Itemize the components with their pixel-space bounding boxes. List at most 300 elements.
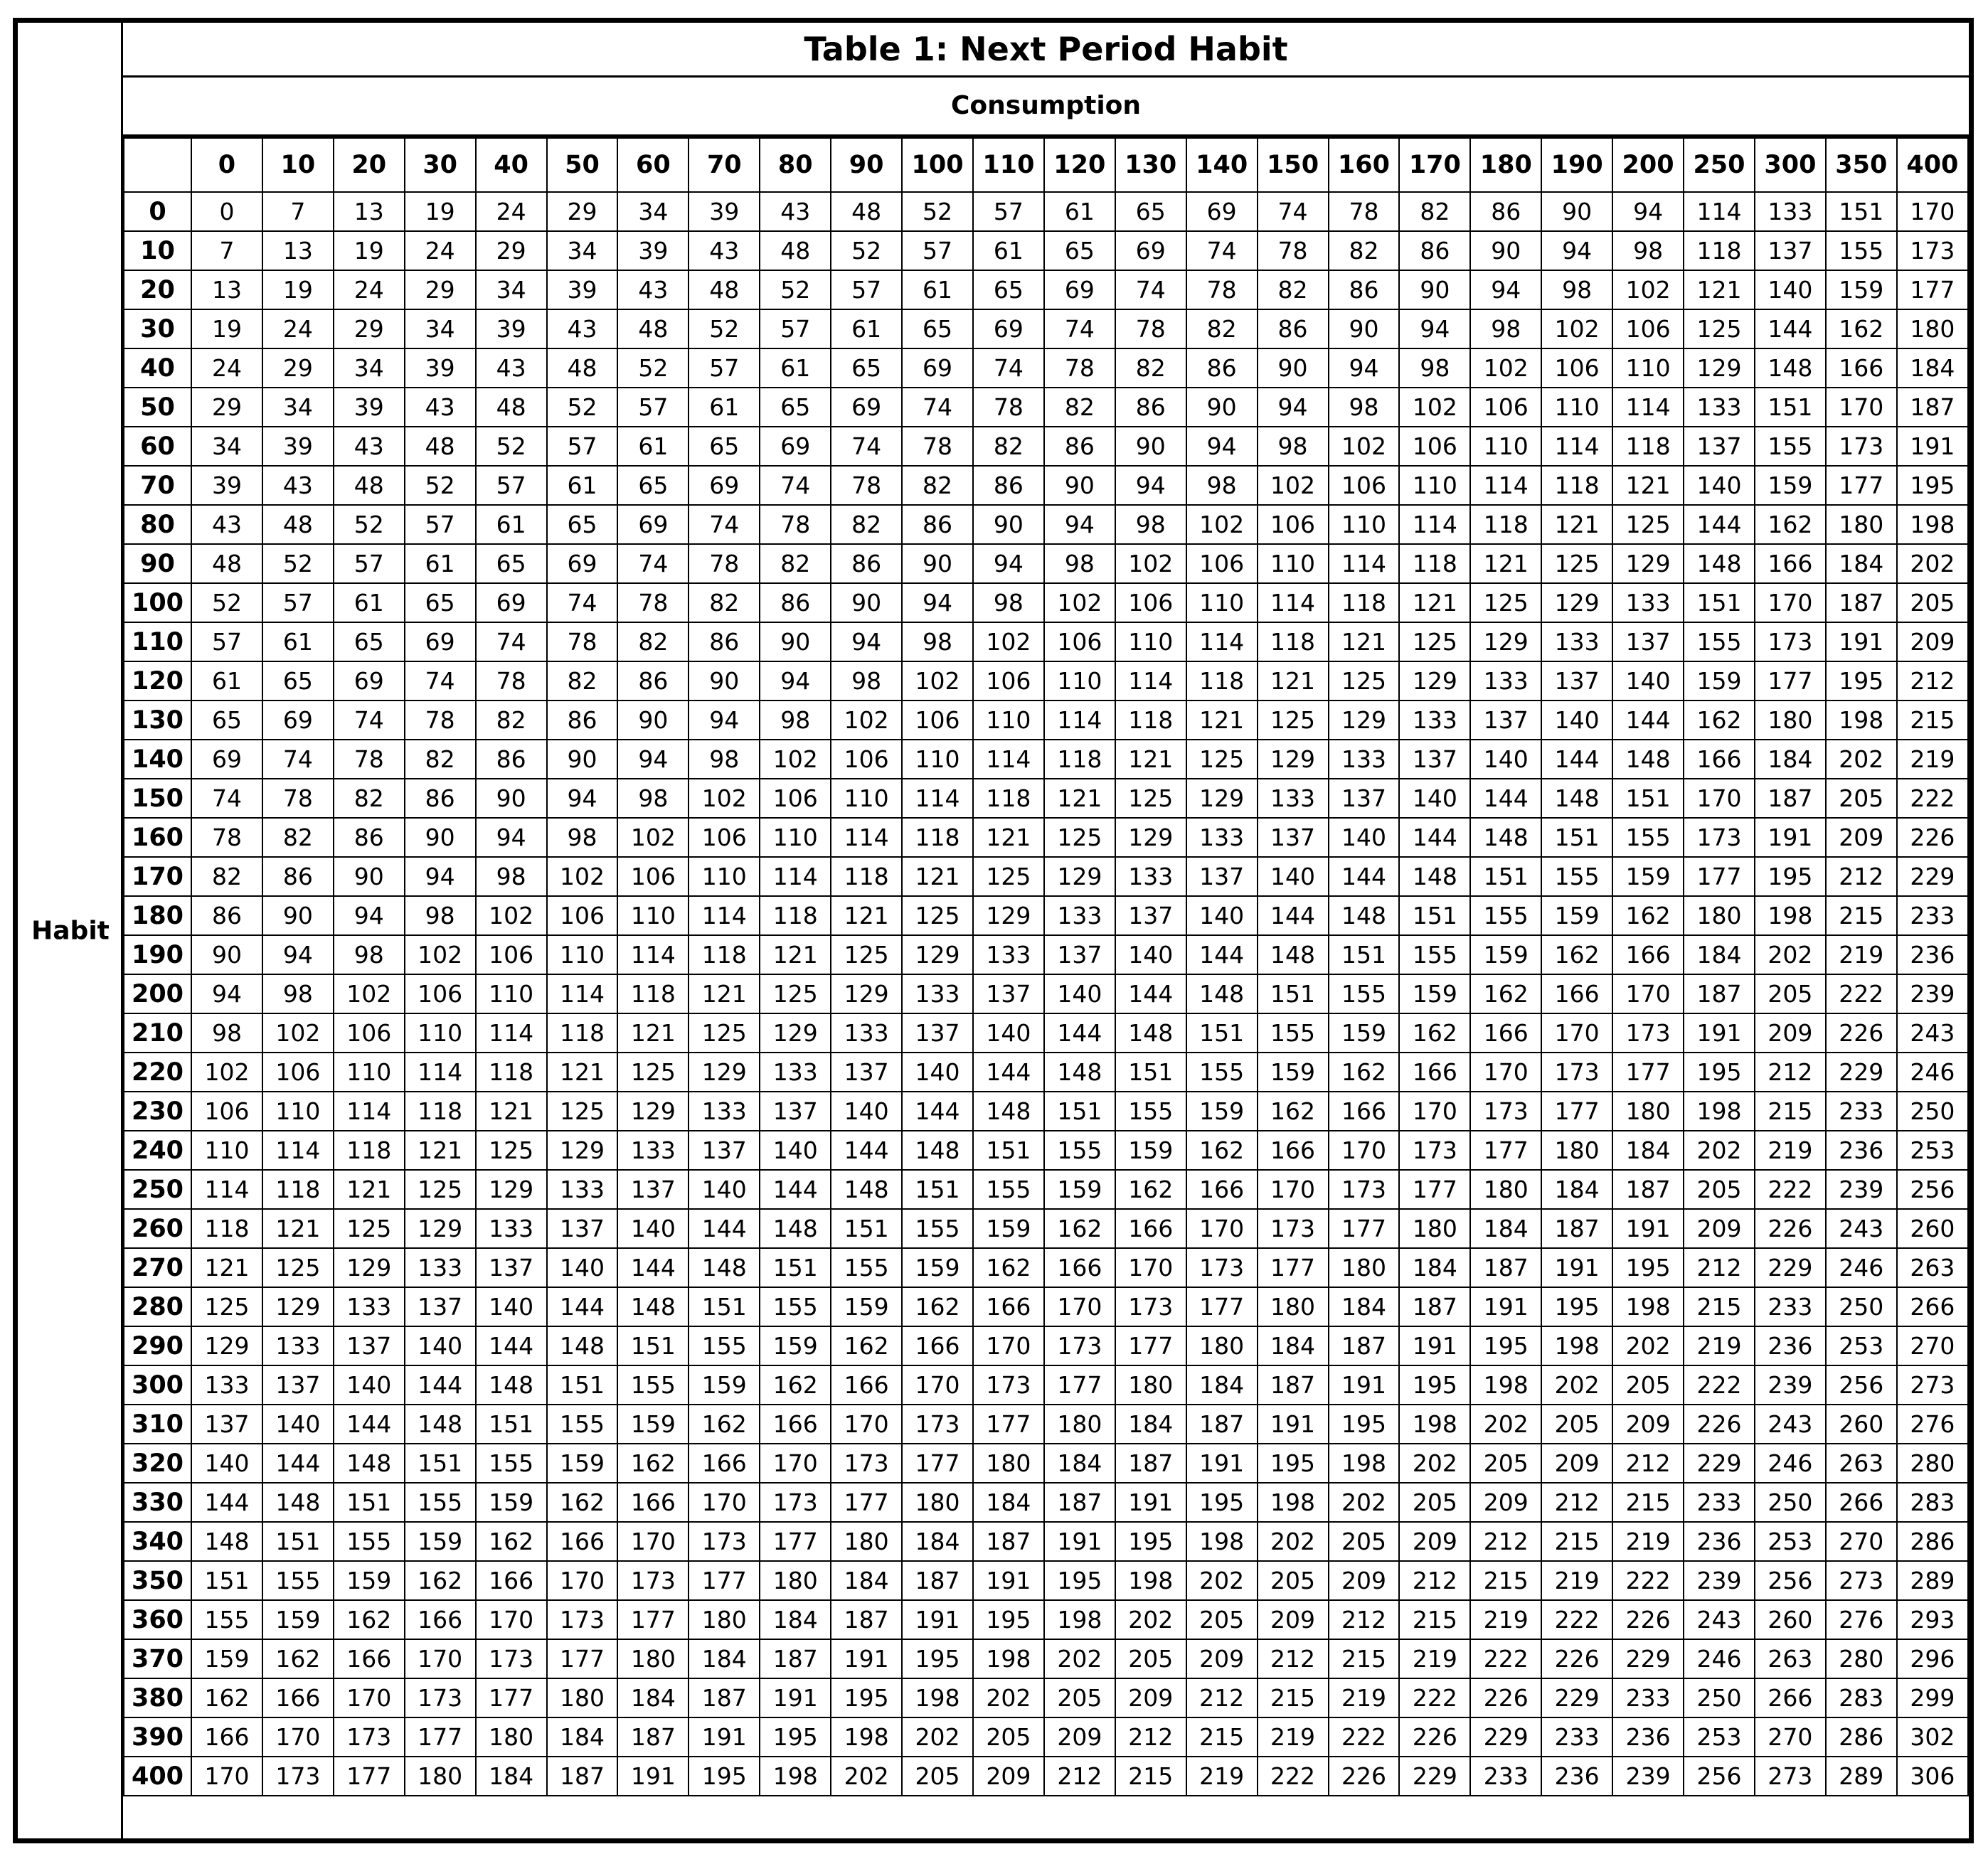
table-cell: 209 [1684, 1209, 1755, 1248]
table-cell: 57 [476, 466, 547, 505]
table-cell: 270 [1826, 1522, 1897, 1561]
habit-row-header: 270 [124, 1248, 191, 1287]
table-cell: 86 [476, 740, 547, 779]
table-cell: 151 [1044, 1092, 1115, 1131]
table-row [124, 270, 1968, 309]
table-cell: 133 [1755, 192, 1826, 231]
table-cell: 133 [1541, 622, 1612, 661]
table-cell: 129 [1044, 857, 1115, 896]
table-cell: 159 [902, 1248, 973, 1287]
table-cell: 121 [1612, 466, 1684, 505]
table-cell: 177 [1115, 1326, 1186, 1365]
table-cell: 159 [547, 1444, 618, 1483]
table-row [124, 388, 1968, 427]
table-cell: 78 [547, 622, 618, 661]
table-cell: 133 [1612, 583, 1684, 622]
table-cell: 48 [476, 388, 547, 427]
table-cell: 198 [902, 1678, 973, 1717]
table-cell: 78 [1186, 270, 1258, 309]
table-cell: 195 [1755, 857, 1826, 896]
table-cell: 159 [1399, 974, 1470, 1013]
table-cell: 180 [1470, 1170, 1541, 1209]
table-cell: 159 [831, 1287, 902, 1326]
table-cell: 57 [405, 505, 476, 544]
table-cell: 118 [405, 1092, 476, 1131]
table-cell: 162 [191, 1678, 262, 1717]
table-cell: 187 [1399, 1287, 1470, 1326]
table-cell: 306 [1897, 1757, 1968, 1796]
table-cell: 137 [973, 974, 1044, 1013]
table-cell: 155 [1115, 1092, 1186, 1131]
table-cell: 195 [1115, 1522, 1186, 1561]
table-cell: 166 [262, 1678, 334, 1717]
table-row [124, 1013, 1968, 1053]
table-cell: 98 [689, 740, 760, 779]
table-cell: 170 [1755, 583, 1826, 622]
table-row [124, 935, 1968, 974]
table-cell: 19 [334, 231, 405, 270]
table-cell: 222 [1897, 779, 1968, 818]
table-cell: 125 [1044, 818, 1115, 857]
table-cell: 98 [902, 622, 973, 661]
consumption-header-cell: 20 [334, 138, 405, 192]
table-cell: 137 [547, 1209, 618, 1248]
table-cell: 78 [476, 661, 547, 701]
table-cell: 246 [1897, 1053, 1968, 1092]
table-cell: 219 [1399, 1639, 1470, 1678]
table-cell: 209 [1329, 1561, 1400, 1600]
table-cell: 191 [689, 1717, 760, 1757]
table-cell: 229 [1541, 1678, 1612, 1717]
table-cell: 98 [1044, 544, 1115, 583]
habit-row-header: 140 [124, 740, 191, 779]
habit-row-header: 70 [124, 466, 191, 505]
table-cell: 191 [1897, 427, 1968, 466]
table-cell: 148 [1755, 348, 1826, 388]
table-cell: 74 [1258, 192, 1329, 231]
table-cell: 222 [1755, 1170, 1826, 1209]
habit-row-header: 280 [124, 1287, 191, 1326]
table-cell: 184 [476, 1757, 547, 1796]
table-cell: 166 [334, 1639, 405, 1678]
table-cell: 226 [1897, 818, 1968, 857]
table-cell: 7 [191, 231, 262, 270]
habit-row-header: 60 [124, 427, 191, 466]
table-cell: 159 [760, 1326, 831, 1365]
table-cell: 114 [334, 1092, 405, 1131]
table-cell: 155 [1684, 622, 1755, 661]
table-cell: 74 [191, 779, 262, 818]
table-cell: 137 [1399, 740, 1470, 779]
table-cell: 129 [191, 1326, 262, 1365]
table-cell: 177 [831, 1483, 902, 1522]
table-cell: 125 [1258, 701, 1329, 740]
table-cell: 233 [1755, 1287, 1826, 1326]
table-cell: 90 [1329, 309, 1400, 348]
table-cell: 137 [1258, 818, 1329, 857]
table-cell: 219 [1258, 1717, 1329, 1757]
table-cell: 148 [1470, 818, 1541, 857]
table-cell: 118 [191, 1209, 262, 1248]
table-cell: 118 [1329, 583, 1400, 622]
table-cell: 129 [689, 1053, 760, 1092]
table-cell: 125 [405, 1170, 476, 1209]
table-cell: 65 [689, 427, 760, 466]
table-title: Table 1: Next Period Habit [123, 23, 1969, 78]
table-cell: 90 [1258, 348, 1329, 388]
table-cell: 180 [973, 1444, 1044, 1483]
table-cell: 74 [334, 701, 405, 740]
table-cell: 137 [831, 1053, 902, 1092]
consumption-header-cell: 250 [1684, 138, 1755, 192]
table-cell: 205 [1897, 583, 1968, 622]
table-cell: 118 [1684, 231, 1755, 270]
table-cell: 78 [617, 583, 689, 622]
table-cell: 148 [1186, 974, 1258, 1013]
table-cell: 48 [405, 427, 476, 466]
table-cell: 151 [334, 1483, 405, 1522]
table-row [124, 427, 1968, 466]
table-cell: 148 [334, 1444, 405, 1483]
table-cell: 148 [973, 1092, 1044, 1131]
table-cell: 94 [476, 818, 547, 857]
table-cell: 202 [831, 1757, 902, 1796]
table-cell: 166 [1115, 1209, 1186, 1248]
table-cell: 69 [405, 622, 476, 661]
table-cell: 233 [1826, 1092, 1897, 1131]
table-cell: 125 [1684, 309, 1755, 348]
table-cell: 256 [1897, 1170, 1968, 1209]
table-cell: 205 [1258, 1561, 1329, 1600]
table-cell: 86 [1399, 231, 1470, 270]
table-cell: 151 [973, 1131, 1044, 1170]
table-cell: 162 [334, 1600, 405, 1639]
table-cell: 195 [1399, 1365, 1470, 1405]
table-cell: 219 [1755, 1131, 1826, 1170]
table-cell: 256 [1684, 1757, 1755, 1796]
table-row [124, 544, 1968, 583]
table-cell: 151 [1470, 857, 1541, 896]
table-cell: 39 [689, 192, 760, 231]
table-cell: 106 [1612, 309, 1684, 348]
table-cell: 82 [262, 818, 334, 857]
table-cell: 180 [547, 1678, 618, 1717]
table-cell: 209 [1612, 1405, 1684, 1444]
table-cell: 140 [831, 1092, 902, 1131]
table-cell: 144 [1755, 309, 1826, 348]
table-cell: 162 [476, 1522, 547, 1561]
table-cell: 121 [902, 857, 973, 896]
table-cell: 233 [1897, 896, 1968, 935]
table-cell: 191 [1115, 1483, 1186, 1522]
table-cell: 121 [831, 896, 902, 935]
table-cell: 133 [973, 935, 1044, 974]
table-cell: 82 [547, 661, 618, 701]
table-cell: 110 [1470, 427, 1541, 466]
table-cell: 86 [1044, 427, 1115, 466]
table-cell: 137 [902, 1013, 973, 1053]
table-cell: 78 [191, 818, 262, 857]
table-cell: 34 [617, 192, 689, 231]
table-cell: 29 [262, 348, 334, 388]
table-cell: 94 [262, 935, 334, 974]
table-cell: 133 [476, 1209, 547, 1248]
table-cell: 86 [1186, 348, 1258, 388]
table-cell: 114 [1329, 544, 1400, 583]
table-cell: 110 [1399, 466, 1470, 505]
table-cell: 43 [334, 427, 405, 466]
table-cell: 215 [1186, 1717, 1258, 1757]
table-cell: 65 [1115, 192, 1186, 231]
table-cell: 34 [262, 388, 334, 427]
table-cell: 173 [262, 1757, 334, 1796]
table-cell: 187 [1541, 1209, 1612, 1248]
table-row [124, 740, 1968, 779]
table-cell: 195 [1329, 1405, 1400, 1444]
table-cell: 177 [1399, 1170, 1470, 1209]
table-cell: 229 [1399, 1757, 1470, 1796]
table-cell: 65 [476, 544, 547, 583]
table-cell: 202 [1186, 1561, 1258, 1600]
table-cell: 173 [1186, 1248, 1258, 1287]
table-cell: 191 [831, 1639, 902, 1678]
table-cell: 296 [1897, 1639, 1968, 1678]
table-cell: 82 [760, 544, 831, 583]
table-cell: 195 [973, 1600, 1044, 1639]
table-cell: 82 [1044, 388, 1115, 427]
table-cell: 74 [617, 544, 689, 583]
table-cell: 90 [902, 544, 973, 583]
table-cell: 110 [617, 896, 689, 935]
table-cell: 114 [1612, 388, 1684, 427]
habit-row-header: 120 [124, 661, 191, 701]
table-cell: 78 [405, 701, 476, 740]
table-cell: 276 [1897, 1405, 1968, 1444]
table-cell: 144 [617, 1248, 689, 1287]
table-cell: 180 [1612, 1092, 1684, 1131]
table-row [124, 466, 1968, 505]
table-cell: 74 [831, 427, 902, 466]
table-cell: 177 [405, 1717, 476, 1757]
table-cell: 102 [262, 1013, 334, 1053]
table-cell: 69 [262, 701, 334, 740]
table-cell: 205 [902, 1757, 973, 1796]
table-cell: 151 [191, 1561, 262, 1600]
table-cell: 69 [760, 427, 831, 466]
table-cell: 159 [617, 1405, 689, 1444]
table-cell: 202 [1897, 544, 1968, 583]
table-cell: 166 [1755, 544, 1826, 583]
table-cell: 166 [760, 1405, 831, 1444]
table-cell: 170 [262, 1717, 334, 1757]
table-cell: 170 [1684, 779, 1755, 818]
table-cell: 180 [1329, 1248, 1400, 1287]
table-cell: 184 [1541, 1170, 1612, 1209]
table-cell: 129 [831, 974, 902, 1013]
table-cell: 212 [1470, 1522, 1541, 1561]
table-cell: 114 [1399, 505, 1470, 544]
table-cell: 187 [617, 1717, 689, 1757]
table-cell: 114 [547, 974, 618, 1013]
table-cell: 137 [1612, 622, 1684, 661]
table-cell: 180 [1044, 1405, 1115, 1444]
table-cell: 209 [1755, 1013, 1826, 1053]
table-cell: 280 [1897, 1444, 1968, 1483]
table-cell: 82 [1186, 309, 1258, 348]
table-row [124, 622, 1968, 661]
table-cell: 202 [1044, 1639, 1115, 1678]
table-cell: 114 [1044, 701, 1115, 740]
table-cell: 94 [973, 544, 1044, 583]
table-cell: 166 [831, 1365, 902, 1405]
table-cell: 133 [1258, 779, 1329, 818]
table-cell: 162 [1541, 935, 1612, 974]
table-cell: 106 [1258, 505, 1329, 544]
table-cell: 57 [973, 192, 1044, 231]
table-cell: 118 [1541, 466, 1612, 505]
consumption-header-cell: 180 [1470, 138, 1541, 192]
habit-row-header: 350 [124, 1561, 191, 1600]
table-cell: 144 [1684, 505, 1755, 544]
table-cell: 137 [334, 1326, 405, 1365]
table-row [124, 1757, 1968, 1796]
table-row [124, 896, 1968, 935]
table-cell: 195 [1186, 1483, 1258, 1522]
table-cell: 43 [760, 192, 831, 231]
table-cell: 110 [1186, 583, 1258, 622]
table-cell: 222 [1541, 1600, 1612, 1639]
table-cell: 129 [617, 1092, 689, 1131]
table-cell: 195 [689, 1757, 760, 1796]
table-cell: 205 [1186, 1600, 1258, 1639]
table-cell: 162 [760, 1365, 831, 1405]
table-cell: 289 [1897, 1561, 1968, 1600]
table-cell: 24 [262, 309, 334, 348]
table-cell: 215 [1897, 701, 1968, 740]
table-cell: 191 [1044, 1522, 1115, 1561]
table-cell: 114 [902, 779, 973, 818]
table-row [124, 701, 1968, 740]
table-cell: 151 [476, 1405, 547, 1444]
table-cell: 191 [617, 1757, 689, 1796]
table-cell: 78 [1115, 309, 1186, 348]
table-cell: 125 [617, 1053, 689, 1092]
table-cell: 94 [1541, 231, 1612, 270]
table-row [124, 1131, 1968, 1170]
table-cell: 191 [760, 1678, 831, 1717]
table-cell: 144 [1399, 818, 1470, 857]
table-row [124, 1717, 1968, 1757]
table-cell: 209 [1470, 1483, 1541, 1522]
table-cell: 177 [1470, 1131, 1541, 1170]
table-cell: 94 [1258, 388, 1329, 427]
table-cell: 125 [902, 896, 973, 935]
table-cell: 222 [1684, 1365, 1755, 1405]
table-cell: 184 [1258, 1326, 1329, 1365]
habit-row-header: 400 [124, 1757, 191, 1796]
table-cell: 34 [547, 231, 618, 270]
table-cell: 173 [1399, 1131, 1470, 1170]
table-cell: 106 [191, 1092, 262, 1131]
table-cell: 155 [334, 1522, 405, 1561]
table-cell: 250 [1826, 1287, 1897, 1326]
table-cell: 69 [617, 505, 689, 544]
table-cell: 286 [1897, 1522, 1968, 1561]
table-cell: 129 [1541, 583, 1612, 622]
table-cell: 74 [1186, 231, 1258, 270]
table-cell: 133 [1329, 740, 1400, 779]
table-cell: 239 [1826, 1170, 1897, 1209]
table-cell: 114 [831, 818, 902, 857]
table-cell: 82 [1399, 192, 1470, 231]
table-cell: 39 [191, 466, 262, 505]
table-cell: 24 [405, 231, 476, 270]
table-cell: 110 [334, 1053, 405, 1092]
table-cell: 229 [1470, 1717, 1541, 1757]
table-cell: 180 [1897, 309, 1968, 348]
table-cell: 57 [334, 544, 405, 583]
table-cell: 118 [1258, 622, 1329, 661]
table-cell: 69 [334, 661, 405, 701]
table-cell: 159 [1612, 857, 1684, 896]
table-cell: 121 [262, 1209, 334, 1248]
table-cell: 133 [1470, 661, 1541, 701]
table-cell: 29 [547, 192, 618, 231]
table-cell: 125 [334, 1209, 405, 1248]
table-cell: 61 [547, 466, 618, 505]
consumption-header-cell: 50 [547, 138, 618, 192]
table-cell: 140 [262, 1405, 334, 1444]
table-cell: 133 [831, 1013, 902, 1053]
table-cell: 140 [1399, 779, 1470, 818]
table-cell: 159 [476, 1483, 547, 1522]
table-cell: 133 [405, 1248, 476, 1287]
table-cell: 159 [973, 1209, 1044, 1248]
table-cell: 39 [476, 309, 547, 348]
table-cell: 236 [1826, 1131, 1897, 1170]
table-cell: 78 [1258, 231, 1329, 270]
table-cell: 52 [617, 348, 689, 388]
table-row [124, 1170, 1968, 1209]
table-cell: 191 [1826, 622, 1897, 661]
table-cell: 140 [334, 1365, 405, 1405]
table-cell: 125 [1541, 544, 1612, 583]
table-cell: 263 [1897, 1248, 1968, 1287]
table-cell: 166 [1258, 1131, 1329, 1170]
table-cell: 144 [405, 1365, 476, 1405]
table-cell: 90 [1115, 427, 1186, 466]
table-cell: 177 [1044, 1365, 1115, 1405]
table-cell: 94 [1329, 348, 1400, 388]
table-cell: 155 [1186, 1053, 1258, 1092]
table-cell: 159 [334, 1561, 405, 1600]
table-cell: 144 [476, 1326, 547, 1365]
table-cell: 170 [1826, 388, 1897, 427]
table-cell: 177 [902, 1444, 973, 1483]
table-row [124, 1522, 1968, 1561]
table-cell: 78 [334, 740, 405, 779]
table-cell: 125 [1612, 505, 1684, 544]
table-row [124, 505, 1968, 544]
table-cell: 239 [1612, 1757, 1684, 1796]
table-cell: 198 [1044, 1600, 1115, 1639]
table-cell: 180 [476, 1717, 547, 1757]
table-cell: 137 [191, 1405, 262, 1444]
habit-row-header: 260 [124, 1209, 191, 1248]
table-cell: 212 [1541, 1483, 1612, 1522]
consumption-header-cell: 100 [902, 138, 973, 192]
table-cell: 110 [1329, 505, 1400, 544]
